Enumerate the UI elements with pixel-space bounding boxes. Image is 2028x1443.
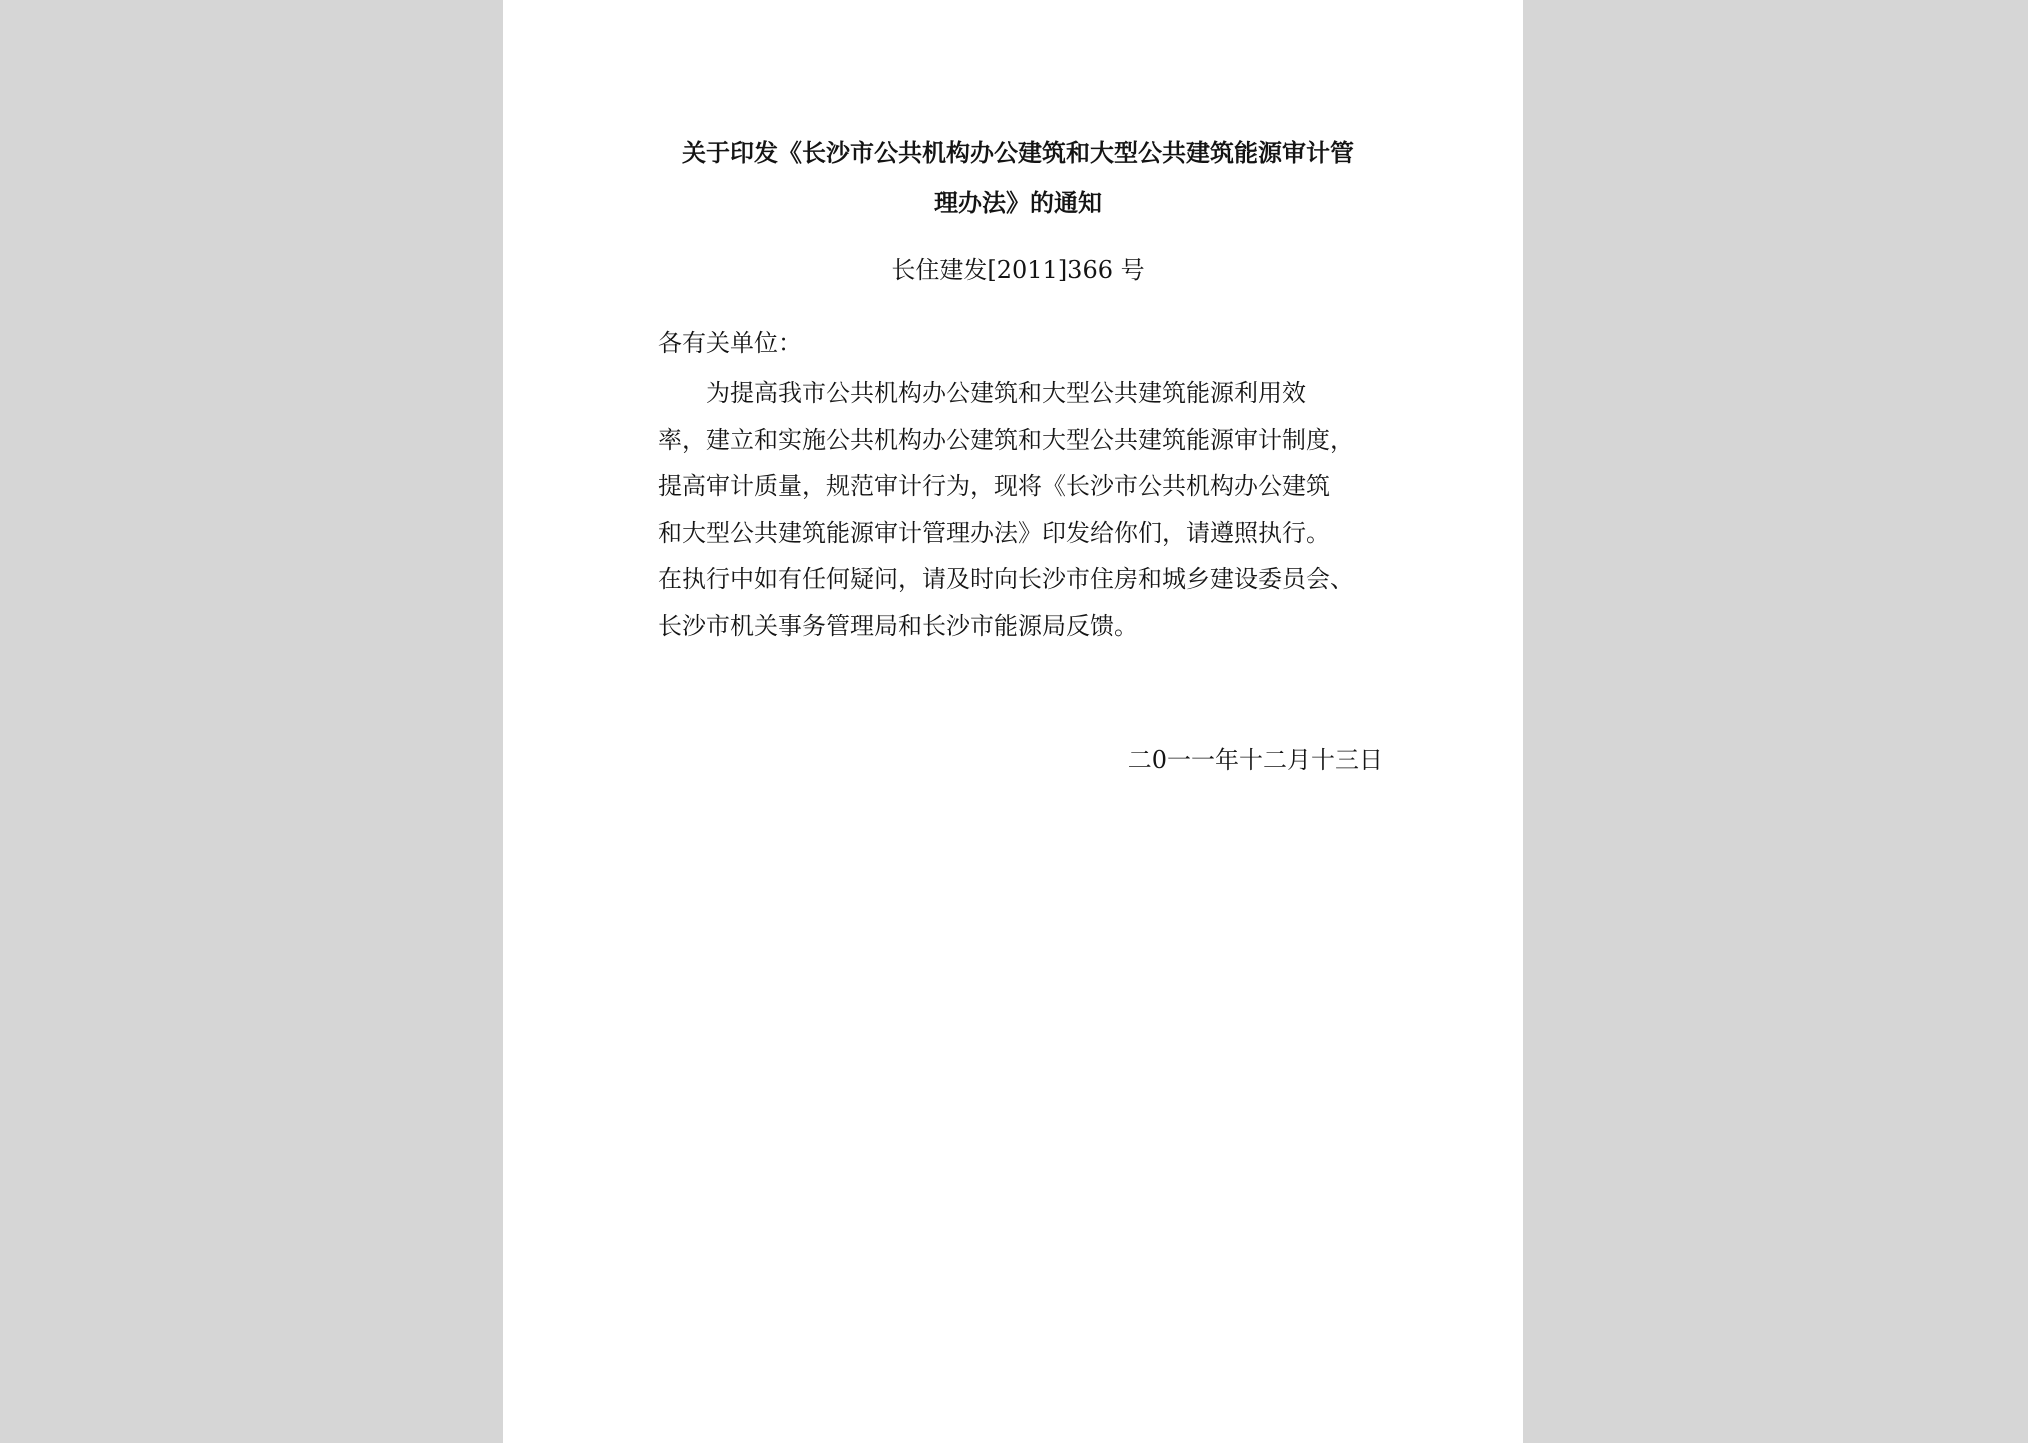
body-line: 长沙市机关事务管理局和长沙市能源局反馈。: [658, 611, 1138, 640]
body-line: 提高审计质量，规范审计行为，现将《长沙市公共机构办公建筑: [658, 472, 1330, 500]
body-line: 为提高我市公共机构办公建筑和大型公共建筑能源利用效: [706, 379, 1306, 407]
document-page: [503, 0, 1523, 1443]
body-paragraph: [658, 370, 1398, 649]
document-number: 长住建发[2011]366 号: [891, 256, 1145, 284]
salutation: 各有关单位：: [658, 329, 802, 357]
body-line: 率，建立和实施公共机构办公建筑和大型公共建筑能源审计制度，: [658, 425, 1354, 454]
title-line-2: 理办法》的通知: [934, 189, 1102, 217]
document-date: 二0一一年十二月十三日: [1127, 746, 1383, 774]
document-title: [658, 128, 1378, 228]
title-line-1: 关于印发《长沙市公共机构办公建筑和大型公共建筑能源审计管: [682, 139, 1354, 167]
body-line: 在执行中如有任何疑问，请及时向长沙市住房和城乡建设委员会、: [658, 565, 1354, 593]
body-line: 和大型公共建筑能源审计管理办法》印发给你们，请遵照执行。: [658, 518, 1330, 547]
